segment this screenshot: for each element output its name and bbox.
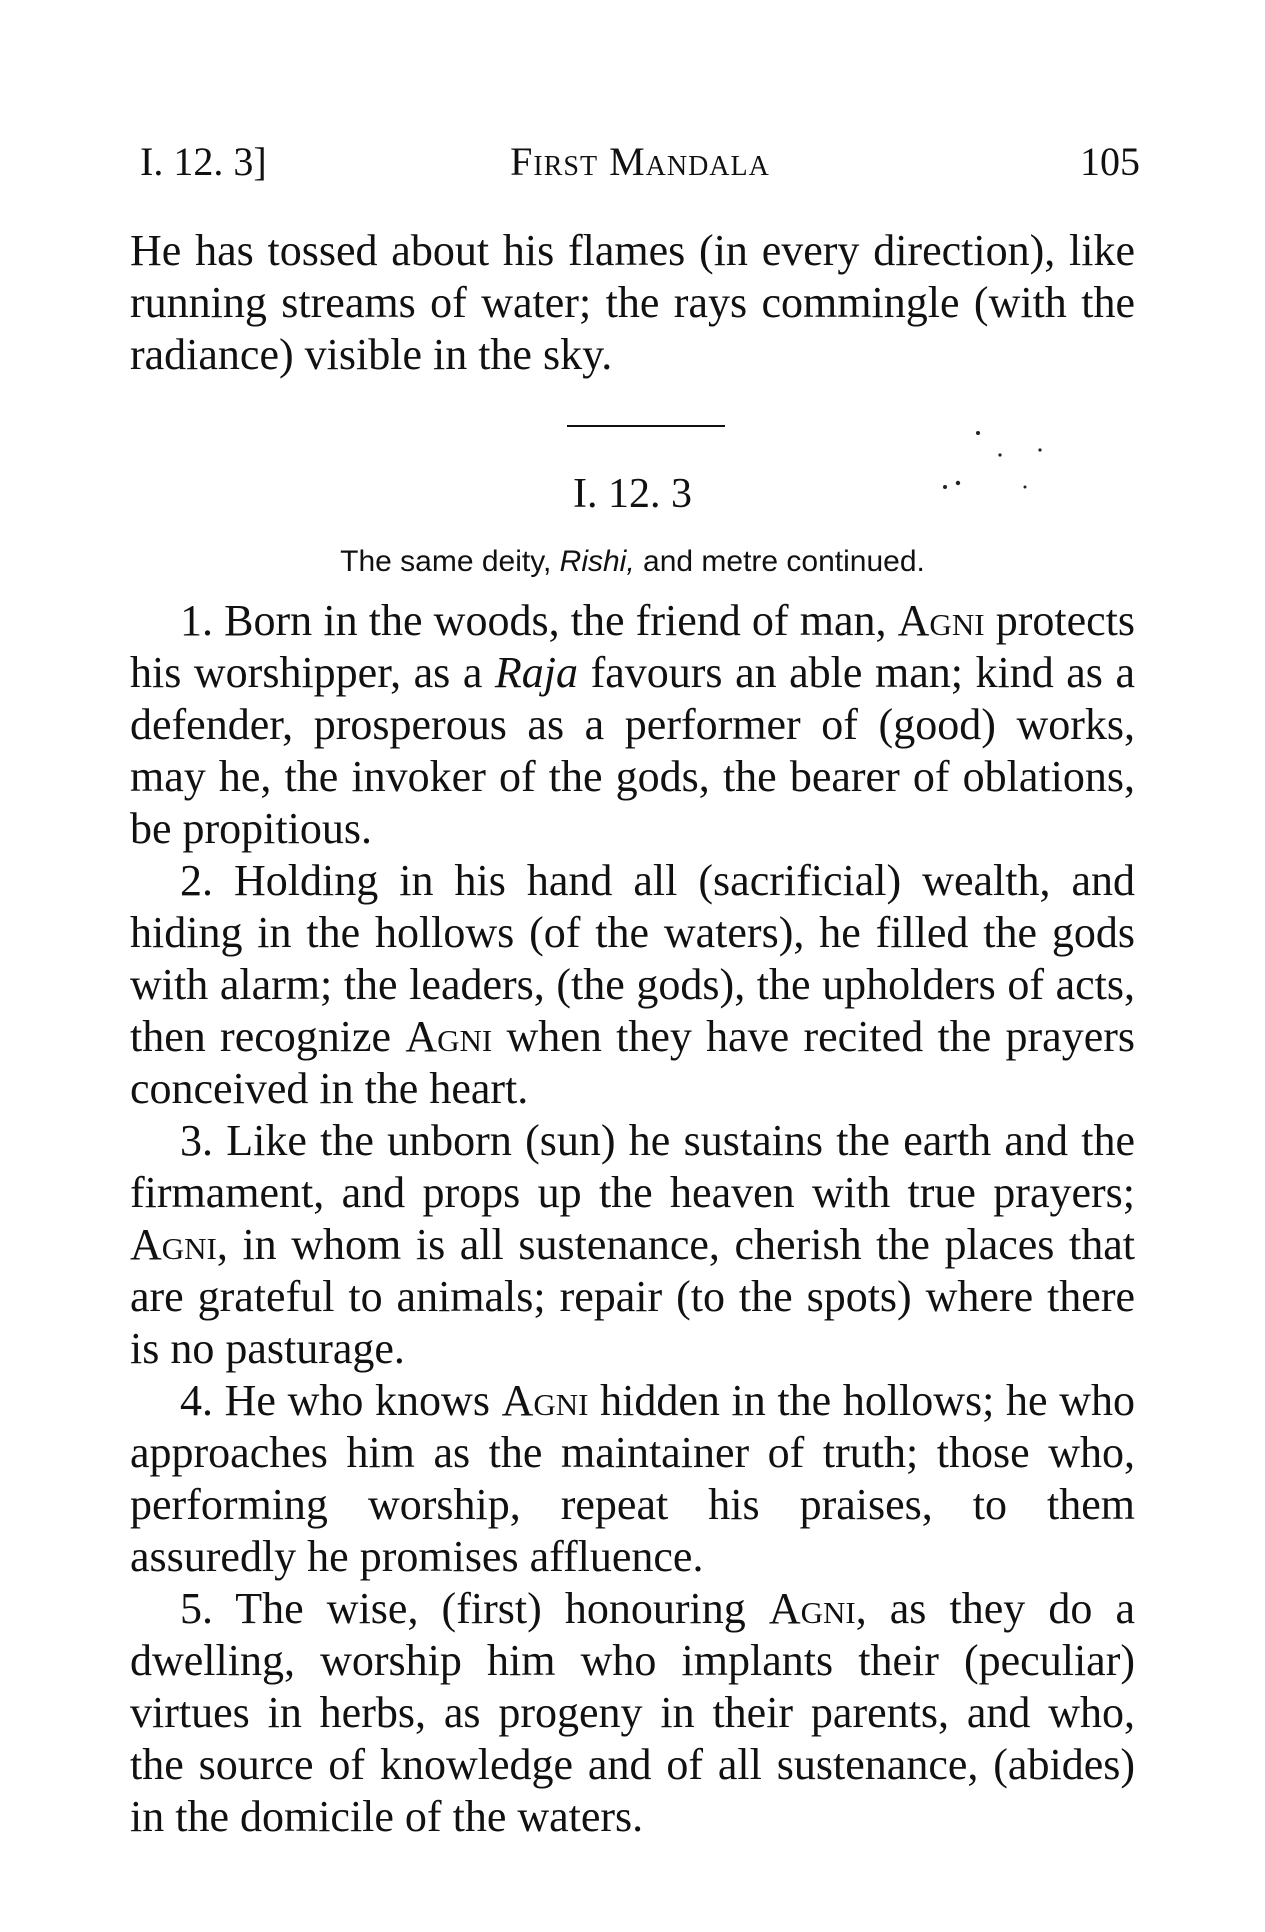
deity-name: Agni (768, 1584, 856, 1633)
section-note-rishi: Rishi, (559, 545, 635, 578)
verse-number: 3. (180, 1116, 213, 1165)
verse-4 (130, 1375, 1135, 1583)
verse-number: 4. (180, 1376, 213, 1425)
verse-text: , as they do a dwelling, worship him who implants their (peculiar) virtues in herbs, as progeny in their parents, and who, the source of knowledge and of all sustenance, (abides) in the domicile of the waters. (130, 1584, 1136, 1841)
verse-2 (130, 855, 1135, 1115)
verse-number: 1. (180, 596, 213, 645)
deity-name: Agni (501, 1376, 589, 1425)
verse-3 (130, 1115, 1135, 1375)
verse-text: favours an able man; kind as a defender, prosperous as a performer of (good) works, may he, the invoker of the gods, the bearer of oblations, be propitious. (130, 648, 1136, 853)
verse-list (130, 595, 1135, 1843)
italic-term: Raja (494, 648, 579, 697)
verse-text: protects his worshipper, as a (130, 596, 1135, 697)
verse-text: Like the unborn (sun) he sustains the earth and the firmament, and props up the heaven with true prayers; (130, 1116, 1135, 1217)
verse-1 (130, 595, 1135, 855)
running-head (140, 138, 1140, 188)
section-note-end: and metre continued. (634, 545, 925, 578)
page-number: 105 (1080, 139, 1140, 184)
verse-number: 5. (180, 1584, 213, 1633)
verse-text: Holding in his hand all (sacrificial) wealth, and hiding in the hollows (of the waters), he filled the gods with alarm; the leaders, (the gods), the upholders of acts, then recognize (130, 856, 1135, 1061)
verse-text: Born in the woods, the friend of man, (213, 596, 898, 645)
verse-number: 2. (180, 856, 213, 905)
section-number: I. 12. 3 (573, 471, 692, 517)
verse-text: hidden in the hollows; he who approaches him as the maintainer of truth; those who, performing worship, repeat his praises, to them assuredly he promises affluence. (130, 1376, 1135, 1581)
section-note-start: The same deity, (340, 545, 560, 578)
verse-text: when they have recited the prayers conceived in the heart. (130, 1012, 1136, 1113)
deity-name: Agni (130, 1220, 217, 1269)
verse-5 (130, 1583, 1135, 1843)
verse-text: , in whom is all sustenance, cherish the places that are grateful to animals; repair (to the spots) where there is no pasturage. (130, 1220, 1135, 1373)
section-divider (567, 425, 725, 427)
verse-text: The wise, (first) honouring (213, 1584, 769, 1633)
section-note (0, 545, 1265, 579)
verse-text: He who knows (213, 1376, 502, 1425)
header-title: First Mandala (510, 139, 770, 184)
deity-name: Agni (897, 596, 985, 645)
intro-paragraph: He has tossed about his flames (in every direction), like running streams of water; the rays commingle (with the radiance) visible in the sky. (130, 226, 1135, 379)
deity-name: Agni (405, 1012, 493, 1061)
header-reference: I. 12. 3] (140, 139, 267, 184)
